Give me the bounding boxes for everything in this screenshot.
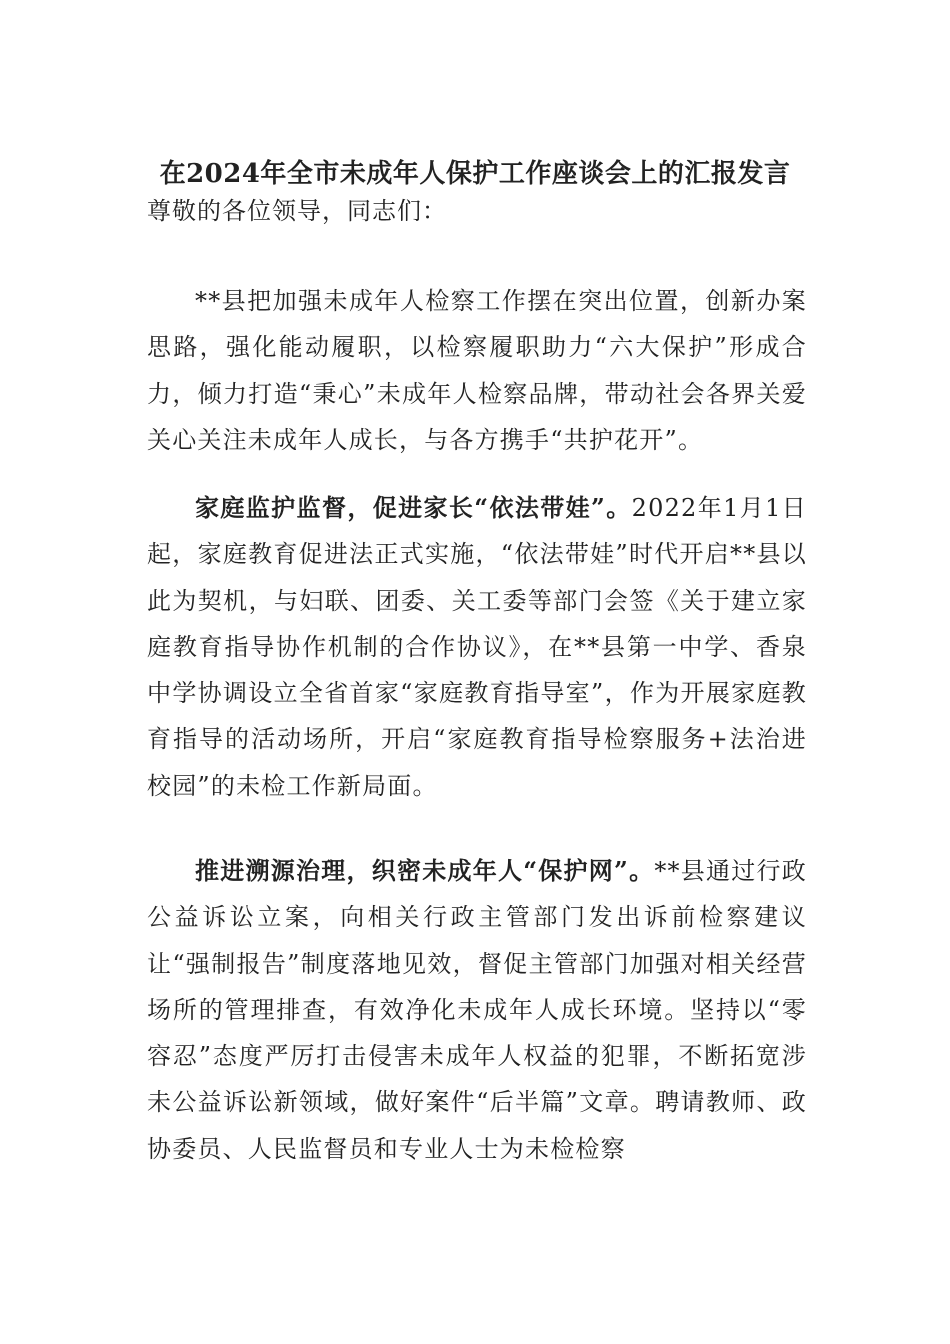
paragraph-heading: 家庭监护监督，促进家长“依法带娃”。 <box>195 493 632 522</box>
paragraph-source-governance <box>147 848 807 1172</box>
paragraph-family-guardianship <box>147 485 807 809</box>
paragraph-heading: 推进溯源治理，织密未成年人“保护网”。 <box>195 856 655 885</box>
paragraph-intro <box>147 278 807 463</box>
salutation: 尊敬的各位领导，同志们： <box>147 197 447 225</box>
paragraph-text: **县把加强未成年人检察工作摆在突出位置，创新办案思路，强化能动履职，以检察履职助力“六大保护”形成合力，倾力打造“秉心”未成年人检察品牌，带动社会各界关爱关心关注未成年人成长，与各方携手“共护花开”。 <box>147 287 807 454</box>
document-title: 在2024年全市未成年人保护工作座谈会上的汇报发言 <box>159 159 791 189</box>
paragraph-text: **县通过行政公益诉讼立案，向相关行政主管部门发出诉前检察建议让“强制报告”制度落地见效，督促主管部门加强对相关经营场所的管理排查，有效净化未成年人成长环境。坚持以“零容忍”态度严厉打击侵害未成年人权益的犯罪，不断拓宽涉未公益诉讼新领域，做好案件“后半篇”文章。聘请教师、政协委员、人民监督员和专业人士为未检检察 <box>147 857 807 1163</box>
paragraph-text: 2022年1月1日起，家庭教育促进法正式实施，“依法带娃”时代开启**县以此为契机，与妇联、团委、关工委等部门会签《关于建立家庭教育指导协作机制的合作协议》，在**县第一中学、香泉中学协调设立全省首家“家庭教育指导室”，作为开展家庭教育指导的活动场所，开启“家庭教育指导检察服务+法治进校园”的未检工作新局面。 <box>147 494 807 800</box>
